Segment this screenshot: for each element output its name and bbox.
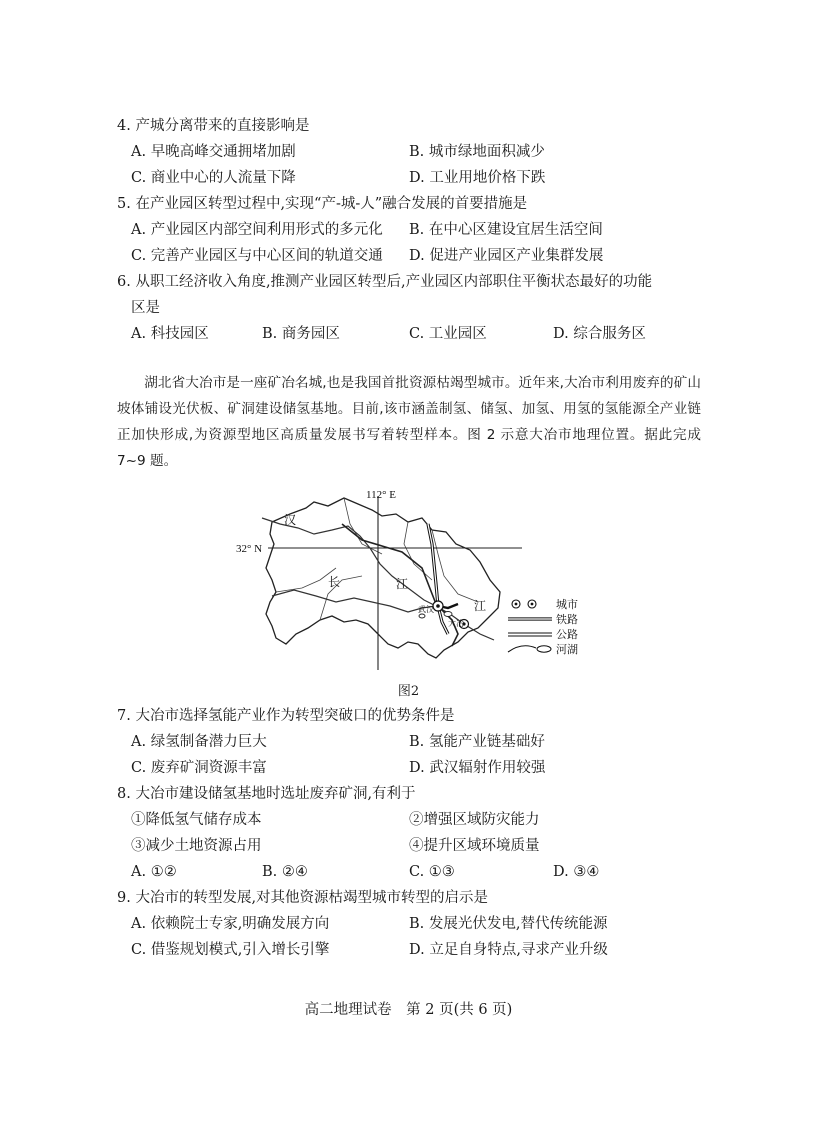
- question-7-stem: 7. 大冶市选择氢能产业作为转型突破口的优势条件是: [117, 708, 455, 724]
- legend-river-lake-icon: [508, 646, 551, 652]
- question-8-statement-3: ③减少土地资源占用: [131, 838, 262, 854]
- question-8-option-c: C. ①③: [409, 864, 455, 880]
- question-5-option-a: A. 产业园区内部空间利用形式的多元化: [131, 222, 383, 238]
- question-8-option-b: B. ②④: [262, 864, 308, 880]
- question-8-stem: 8. 大冶市建设储氢基地时选址废弃矿洞,有利于: [117, 786, 416, 802]
- question-9-stem: 9. 大冶市的转型发展,对其他资源枯竭型城市转型的启示是: [117, 890, 489, 906]
- question-6-option-d: D. 综合服务区: [553, 326, 646, 342]
- legend-railway-label: 铁路: [556, 613, 578, 626]
- question-8-option-a: A. ①②: [131, 864, 177, 880]
- question-6-stem-line2: 区是: [131, 300, 160, 316]
- question-6-option-a: A. 科技园区: [131, 326, 209, 342]
- question-5-option-c: C. 完善产业园区与中心区间的轨道交通: [131, 248, 383, 264]
- page-footer: 高二地理试卷 第 2 页(共 6 页): [304, 1002, 513, 1018]
- question-8-statement-1: ①降低氢气储存成本: [131, 812, 262, 828]
- legend-city-icon: [512, 600, 536, 608]
- question-7-option-b: B. 氢能产业链基础好: [409, 734, 545, 750]
- yangtze-river: [272, 590, 494, 640]
- highway-line: [342, 524, 436, 604]
- han-river: [262, 518, 436, 606]
- legend-highway-icon: [508, 633, 552, 636]
- question-7-option-c: C. 废弃矿洞资源丰富: [131, 760, 267, 776]
- wuhan-city-marker: [433, 601, 443, 611]
- question-8-option-d: D. ③④: [553, 864, 600, 880]
- question-5-option-d: D. 促进产业园区产业集群发展: [409, 248, 604, 264]
- hubei-location-map: [232, 484, 592, 678]
- legend-highway-label: 公路: [556, 628, 578, 641]
- question-8-statement-4: ④提升区域环境质量: [409, 838, 540, 854]
- question-6-stem-line1: 6. 从职工经济收入角度,推测产业园区转型后,产业园区内部职住平衡状态最好的功能: [117, 274, 653, 290]
- latitude-label: 32° N: [236, 543, 263, 555]
- question-5-option-b: B. 在中心区建设宜居生活空间: [409, 222, 603, 238]
- han-river-label: 汉: [284, 513, 297, 527]
- question-4-option-a: A. 早晚高峰交通拥堵加剧: [131, 144, 296, 160]
- question-7-option-d: D. 武汉辐射作用较强: [409, 760, 546, 776]
- province-outline: [266, 498, 500, 658]
- legend-city-label: 城市: [556, 598, 578, 611]
- question-4-stem: 4. 产城分离带来的直接影响是: [117, 118, 310, 134]
- reading-passage: 湖北省大冶市是一座矿冶名城,也是我国首批资源枯竭型城市。近年来,大冶市利用废弃的矿山坡体铺设光伏板、矿洞建设储氢基地。目前,该市涵盖制氢、储氢、加氢、用氢的氢能源全产业链正加快形成,为资源型地区高质量发展书写着转型样本。图 2 示意大冶市地理位置。据此完成 7~9 题。: [117, 375, 701, 469]
- jiang-label-1: 江: [396, 577, 409, 591]
- figure-caption: 图2: [397, 684, 420, 699]
- legend-river-lake-label: 河湖: [556, 643, 578, 656]
- question-6-option-b: B. 商务园区: [262, 326, 340, 342]
- question-6-option-c: C. 工业园区: [409, 326, 487, 342]
- longitude-label: 112° E: [366, 489, 396, 501]
- daye-label: 大冶: [448, 619, 464, 628]
- question-9-option-c: C. 借鉴规划模式,引入增长引擎: [131, 942, 330, 958]
- question-4-option-d: D. 工业用地价格下跌: [409, 170, 546, 186]
- wuhan-label: 武汉: [418, 605, 434, 614]
- jiang-label-2: 江: [474, 599, 487, 613]
- question-7-option-a: A. 绿氢制备潜力巨大: [131, 734, 267, 750]
- question-4-option-c: C. 商业中心的人流量下降: [131, 170, 296, 186]
- chang-label: 长: [328, 575, 341, 589]
- question-9-option-b: B. 发展光伏发电,替代传统能源: [409, 916, 608, 932]
- question-8-statement-2: ②增强区域防灾能力: [409, 812, 540, 828]
- question-4-option-b: B. 城市绿地面积减少: [409, 144, 545, 160]
- question-9-option-d: D. 立足自身特点,寻求产业升级: [409, 942, 608, 958]
- map-legend: [508, 598, 578, 656]
- question-9-option-a: A. 依赖院士专家,明确发展方向: [131, 916, 330, 932]
- question-5-stem: 5. 在产业园区转型过程中,实现“产-城-人”融合发展的首要措施是: [117, 196, 528, 212]
